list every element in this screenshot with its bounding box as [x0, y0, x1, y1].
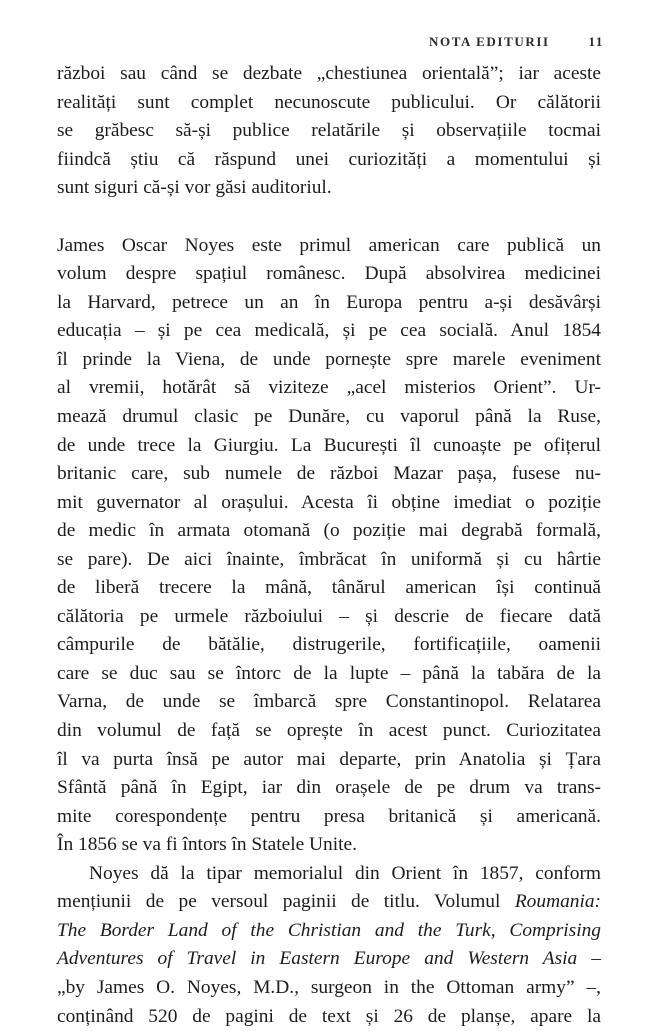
- text-line: mite corespondențe pentru presa britanică și americană.: [57, 803, 601, 832]
- text-line: câmpurile de bătălie, distrugerile, fortificațiile, oamenii: [57, 631, 601, 660]
- text-line: îl va purta însă pe autor mai departe, prin Anatolia și Țara: [57, 746, 601, 775]
- book-title-italic: The Border Land of the Christian and the Turk, Comprising: [57, 920, 601, 941]
- paragraph-2: [57, 232, 601, 860]
- text-line: mit guvernator al orașului. Acesta îi obține imediat o poziție: [57, 489, 601, 518]
- text-run: mențiunii de pe versoul paginii de titlu. Volumul: [57, 891, 515, 912]
- text-line: îl prinde la Viena, de unde pornește spre marele eveniment: [57, 346, 601, 375]
- text-line: de unde trece la Giurgiu. La București îl cunoaște pe ofițerul: [57, 432, 601, 461]
- text-line: care se duc sau se întorc de la lupte – până la tabăra de la: [57, 660, 601, 689]
- page-number: 11: [589, 34, 604, 49]
- text-line: [57, 888, 601, 917]
- paragraph-3: [57, 860, 601, 1031]
- text-line: fiindcă știu că răspund unei curiozități a momentului și: [57, 146, 601, 175]
- text-line: călătoria pe urmele războiului – și descrie de fiecare dată: [57, 603, 601, 632]
- text-run: –: [577, 948, 601, 969]
- text-line: educația – și pe cea medicală, și pe cea socială. Anul 1854: [57, 317, 601, 346]
- text-line: război sau când se dezbate „chestiunea orientală”; iar aceste: [57, 60, 601, 89]
- text-line: [57, 917, 601, 946]
- text-line: volum despre spațiul românesc. După absolvirea medicinei: [57, 260, 601, 289]
- running-head-title: NOTA EDITURII: [429, 34, 550, 49]
- text-line: Sfântă până în Egipt, iar din orașele de pe drum va trans-: [57, 774, 601, 803]
- text-line: de liberă trecere la mână, tânărul american își continuă: [57, 574, 601, 603]
- text-line: britanic care, sub numele de război Mazar pașa, fusese nu-: [57, 460, 601, 489]
- running-head: [429, 34, 604, 50]
- text-line: se grăbesc să-și publice relatările și observațiile tocmai: [57, 117, 601, 146]
- text-line: din volumul de față se oprește în acest punct. Curiozitatea: [57, 717, 601, 746]
- text-line: conținând 520 de pagini de text și 26 de planșe, apare la: [57, 1003, 601, 1031]
- text-line: Varna, de unde se îmbarcă spre Constantinopol. Relatarea: [57, 688, 601, 717]
- text-line: de medic în armata otomană (o poziție mai degrabă formală,: [57, 517, 601, 546]
- text-line: la Harvard, petrece un an în Europa pentru a-și desăvârși: [57, 289, 601, 318]
- text-line: [57, 945, 601, 974]
- text-line: James Oscar Noyes este primul american care publică un: [57, 232, 601, 261]
- paragraph-1: [57, 60, 601, 203]
- body-text: [57, 60, 601, 1031]
- text-line: se pare). De aici înainte, îmbrăcat în uniformă și cu hârtie: [57, 546, 601, 575]
- book-title-italic: Adventures of Travel in Eastern Europe and Western Asia: [57, 948, 577, 969]
- text-line: „by James O. Noyes, M.D., surgeon in the Ottoman army” –,: [57, 974, 601, 1003]
- text-line: Noyes dă la tipar memorialul din Orient în 1857, conform: [57, 860, 601, 889]
- book-title-italic: Roumania:: [515, 891, 601, 912]
- text-line: sunt siguri că-și vor găsi auditoriul.: [57, 174, 601, 203]
- text-line: al vremii, hotărât să viziteze „acel misterios Orient”. Ur-: [57, 374, 601, 403]
- text-line: realități sunt complet necunoscute publicului. Or călătorii: [57, 89, 601, 118]
- text-line: mează drumul clasic pe Dunăre, cu vaporul până la Ruse,: [57, 403, 601, 432]
- text-line: În 1856 se va fi întors în Statele Unite.: [57, 831, 601, 860]
- section-break: [57, 203, 601, 232]
